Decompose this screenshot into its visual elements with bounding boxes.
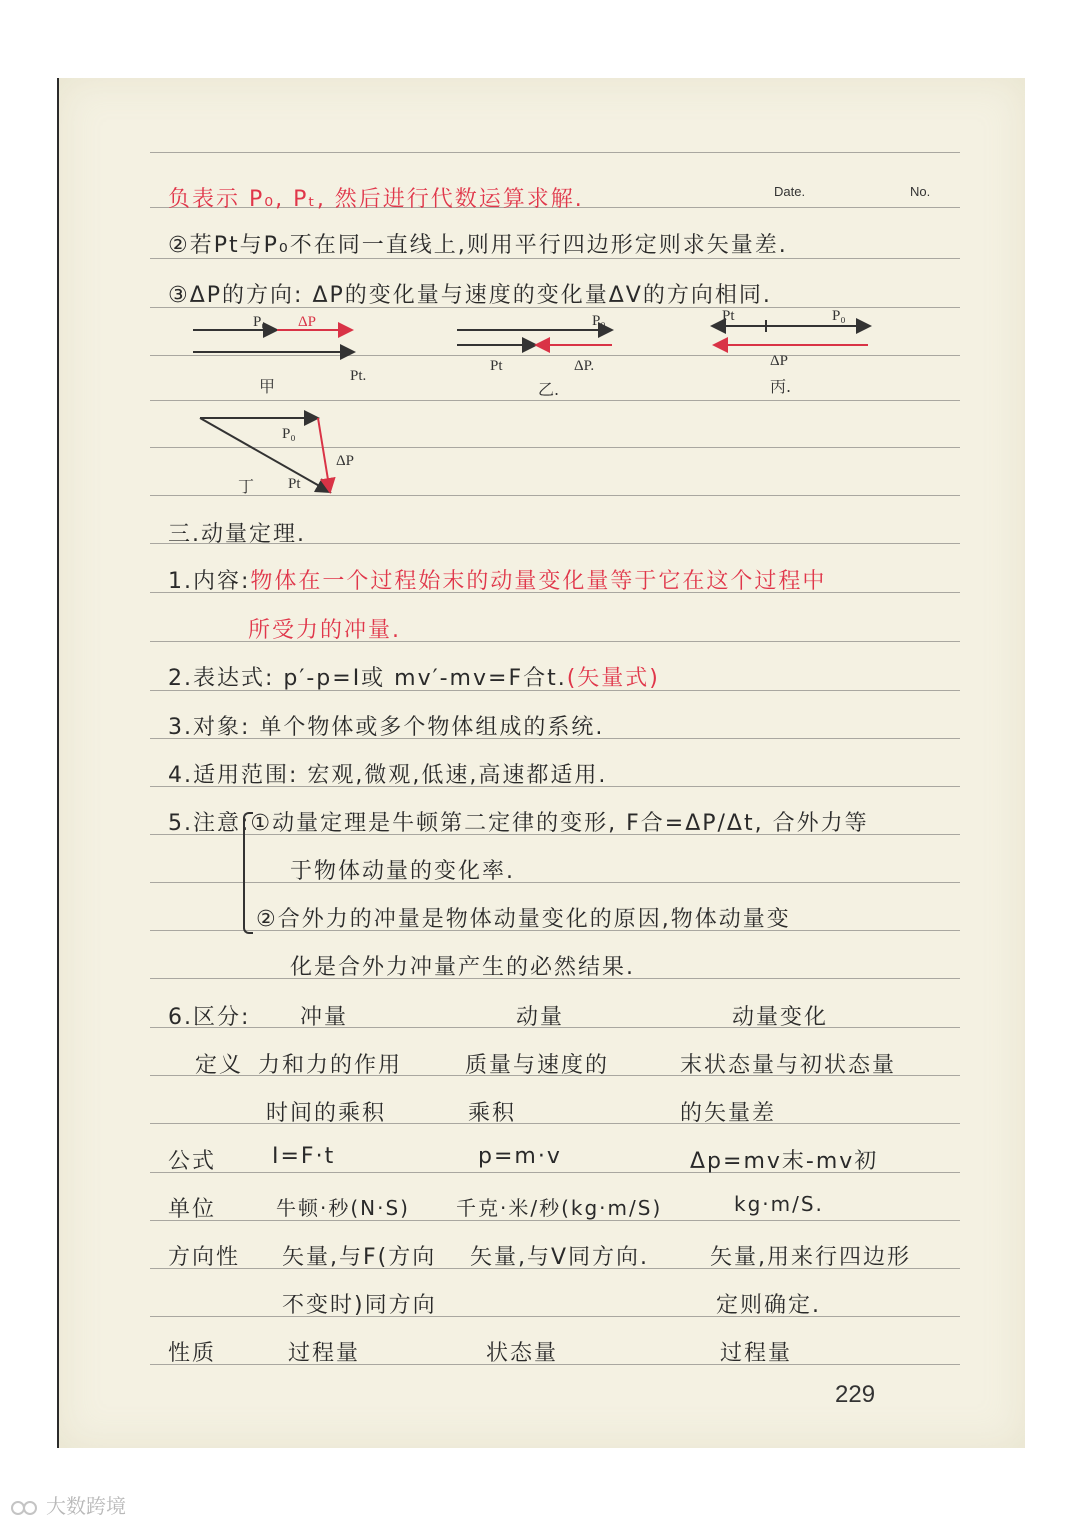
expression-text: 2.表达式: p′-p=I或 mv′-mv=F合t. xyxy=(168,666,567,691)
line-content-cont: 所受力的冲量. xyxy=(248,618,401,643)
vector-diagrams xyxy=(0,0,1080,520)
table-cell: 力和力的作用 xyxy=(258,1053,403,1078)
date-label: Date. xyxy=(774,184,806,199)
watermark-text: 大数跨境 xyxy=(46,1494,126,1518)
header-impulse: 冲量 xyxy=(300,1005,349,1030)
table-cell: 过程量 xyxy=(720,1341,793,1366)
table-cell: 过程量 xyxy=(288,1341,361,1366)
diagram-jia xyxy=(193,314,366,396)
content-label: 1.内容: xyxy=(168,569,251,594)
row-label-direction: 方向性 xyxy=(168,1245,241,1270)
line-scope: 4.适用范围: 宏观,微观,低速,高速都适用. xyxy=(168,763,608,788)
diagram-yi xyxy=(457,313,612,399)
table-cell: 矢量,用来行四边形 xyxy=(710,1245,911,1270)
table-cell: 时间的乘积 xyxy=(266,1101,387,1126)
table-cell: 矢量,与V同方向. xyxy=(470,1245,650,1270)
line-note-2: ②合外力的冲量是物体动量变化的原因,物体动量变 xyxy=(256,907,791,932)
row-label-formula: 公式 xyxy=(168,1149,217,1174)
comparison-title: 6.区分: xyxy=(168,1005,251,1030)
watermark-logo-icon xyxy=(10,1497,40,1519)
label-dp: ΔP. xyxy=(574,358,595,374)
header-momentum-change: 动量变化 xyxy=(732,1005,829,1030)
line-object: 3.对象: 单个物体或多个物体组成的系统. xyxy=(168,715,605,740)
note-bracket xyxy=(243,812,253,934)
table-cell: I=F·t xyxy=(272,1144,336,1169)
table-cell: 牛顿·秒(N·S) xyxy=(276,1196,410,1220)
line-dp-direction: ③ΔP的方向: ΔP的变化量与速度的变化量ΔV的方向相同. xyxy=(168,283,772,308)
label-p0: P₀ xyxy=(253,314,267,330)
line-expression xyxy=(168,661,660,692)
label-pt: Pt xyxy=(490,358,503,374)
table-cell: 的矢量差 xyxy=(680,1101,777,1126)
label-pt: Pt xyxy=(722,308,735,324)
line-parallelogram-rule: ②若Pt与P₀不在同一直线上,则用平行四边形定则求矢量差. xyxy=(168,233,788,258)
table-cell: 不变时)同方向 xyxy=(282,1293,437,1318)
table-cell: p=m·v xyxy=(478,1144,562,1169)
line-content xyxy=(168,564,826,595)
label-dp: ΔP xyxy=(298,314,316,330)
table-cell: 定则确定. xyxy=(716,1293,821,1318)
table-cell: 末状态量与初状态量 xyxy=(680,1053,897,1078)
no-label: No. xyxy=(910,184,931,199)
caption-jia: 甲 xyxy=(259,377,276,396)
header-momentum: 动量 xyxy=(516,1005,565,1030)
label-pt: Pt. xyxy=(350,368,367,384)
caption-yi: 乙. xyxy=(538,380,560,399)
diagram-bing xyxy=(712,308,870,396)
line-note-2-cont: 化是合外力冲量产生的必然结果. xyxy=(290,955,635,980)
caption-ding: 丁 xyxy=(238,477,255,496)
row-label-definition: 定义 xyxy=(195,1053,244,1078)
content-text: 物体在一个过程始末的动量变化量等于它在这个过程中 xyxy=(250,569,827,594)
label-pt: Pt xyxy=(288,476,301,492)
watermark xyxy=(10,1490,126,1519)
label-p0: P₀ xyxy=(592,313,606,329)
table-cell: 质量与速度的 xyxy=(465,1053,610,1078)
row-label-unit: 单位 xyxy=(168,1197,217,1222)
vector-note: (矢量式) xyxy=(566,666,660,691)
section-heading: 三.动量定理. xyxy=(168,522,306,547)
row-label-nature: 性质 xyxy=(168,1341,217,1366)
page-number: 229 xyxy=(835,1381,876,1408)
label-p0: P₀ xyxy=(832,308,846,324)
table-cell: 矢量,与F(方向 xyxy=(282,1245,437,1270)
line-note-1: 5.注意:①动量定理是牛顿第二定律的变形, F合=ΔP/Δt, 合外力等 xyxy=(168,811,869,836)
diagram-ding xyxy=(200,418,354,496)
table-cell: 千克·米/秒(kg·m/S) xyxy=(456,1196,663,1220)
table-cell: 状态量 xyxy=(486,1341,559,1366)
caption-bing: 丙. xyxy=(770,377,792,396)
label-dp: ΔP xyxy=(336,453,354,469)
table-cell: Δp=mv末-mv初 xyxy=(690,1149,879,1174)
table-cell: 乘积 xyxy=(468,1101,517,1126)
line-algebra-note: 负表示 P₀, Pₜ, 然后进行代数运算求解. xyxy=(168,187,584,212)
table-cell: kg·m/S. xyxy=(734,1192,824,1216)
label-dp: ΔP xyxy=(770,353,788,369)
line-note-1-cont: 于物体动量的变化率. xyxy=(290,859,515,884)
label-p0: P₀ xyxy=(282,426,296,442)
